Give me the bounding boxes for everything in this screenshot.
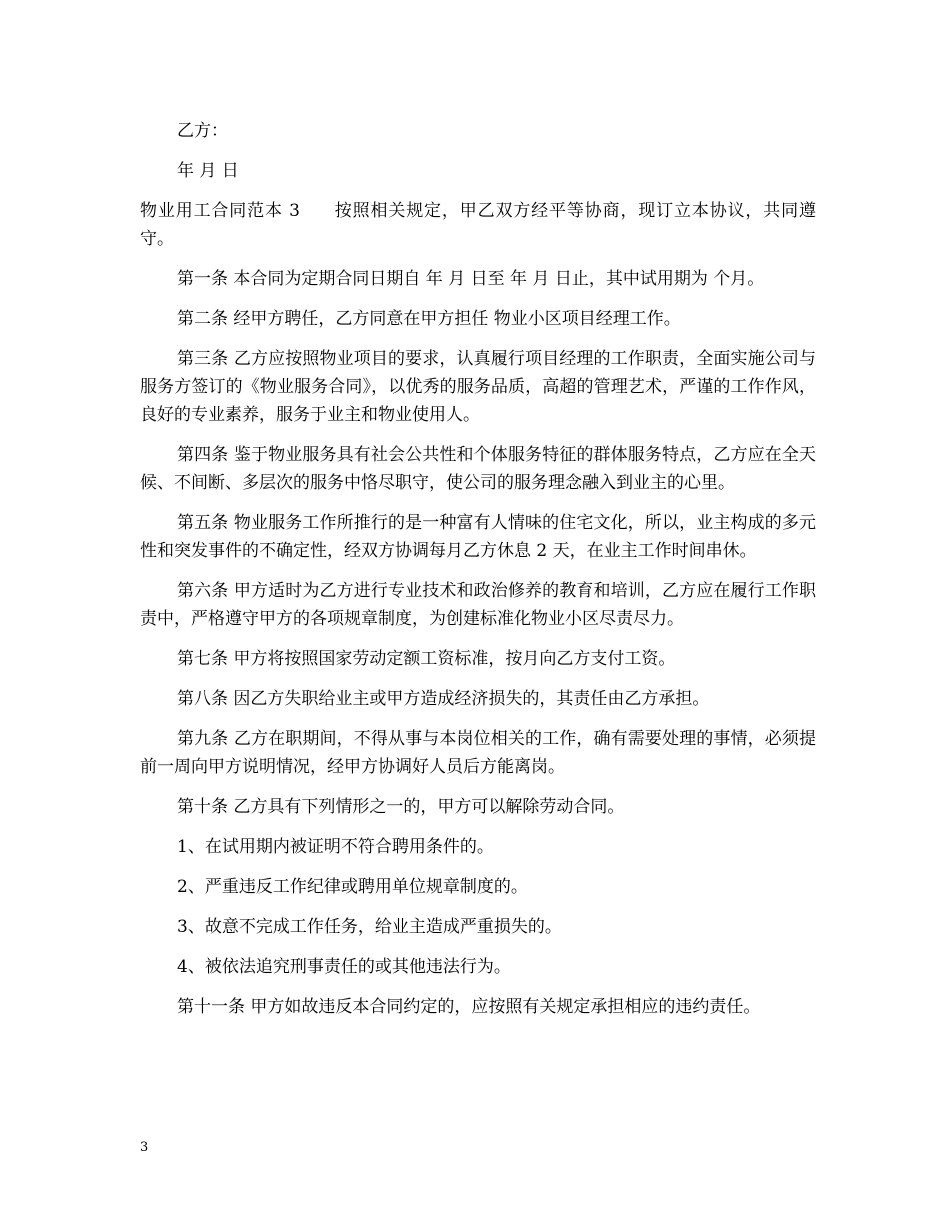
date-line: 年 月 日 bbox=[177, 161, 239, 181]
article-6: 第六条 甲方适时为乙方进行专业技术和政治修养的教育和培训，乙方应在履行工作职责中，严格遵守甲方的各项规章制度，为创建标准化物业小区尽责尽力。 bbox=[140, 581, 816, 629]
article-10-item-4: 4、被依法追究刑事责任的或其他违法行为。 bbox=[177, 957, 511, 977]
contract-template-title: 物业用工合同范本 3 bbox=[140, 201, 300, 221]
article-10-item-3: 3、故意不完成工作任务，给业主造成严重损失的。 bbox=[177, 917, 562, 937]
party-b-signature-line: 乙方： bbox=[177, 121, 228, 141]
page-number: 3 bbox=[140, 1140, 149, 1155]
article-5: 第五条 物业服务工作所推行的是一种富有人情味的住宅文化，所以，业主构成的多元性和突发事件的不确定性，经双方协调每月乙方休息 2 天，在业主工作时间串休。 bbox=[140, 513, 816, 561]
document-body bbox=[140, 117, 816, 1033]
contract-template-title-paragraph bbox=[140, 197, 816, 253]
article-10-item-1: 1、在试用期内被证明不符合聘用条件的。 bbox=[177, 837, 494, 857]
article-4: 第四条 鉴于物业服务具有社会公共性和个体服务特征的群体服务特点，乙方应在全天候、不间断、多层次的服务中恪尽职守，使公司的服务理念融入到业主的心里。 bbox=[140, 445, 816, 493]
article-10-item-2: 2、严重违反工作纪律或聘用单位规章制度的。 bbox=[177, 877, 528, 897]
article-1: 第一条 本合同为定期合同日期自 年 月 日至 年 月 日止，其中试用期为 个月。 bbox=[177, 269, 765, 289]
article-10: 第十条 乙方具有下列情形之一的，甲方可以解除劳动合同。 bbox=[177, 797, 625, 817]
article-7: 第七条 甲方将按照国家劳动定额工资标准，按月向乙方支付工资。 bbox=[177, 649, 676, 669]
contract-intro-text: 按照相关规定，甲乙双方经平等协商，现订立本协议，共同遵守。 bbox=[140, 201, 816, 249]
article-8: 第八条 因乙方失职给业主或甲方造成经济损失的，其责任由乙方承担。 bbox=[177, 689, 710, 709]
article-9: 第九条 乙方在职期间，不得从事与本岗位相关的工作，确有需要处理的事情，必须提前一周向甲方说明情况，经甲方协调好人员后方能离岗。 bbox=[140, 729, 816, 777]
article-3: 第三条 乙方应按照物业项目的要求，认真履行项目经理的工作职责，全面实施公司与服务方签订的《物业服务合同》，以优秀的服务品质，高超的管理艺术，严谨的工作作风，良好的专业素养，服务于业主和物业使用人。 bbox=[140, 349, 816, 425]
article-2: 第二条 经甲方聘任，乙方同意在甲方担任 物业小区项目经理工作。 bbox=[177, 309, 681, 329]
article-11: 第十一条 甲方如故违反本合同约定的，应按照有关规定承担相应的违约责任。 bbox=[177, 997, 761, 1017]
